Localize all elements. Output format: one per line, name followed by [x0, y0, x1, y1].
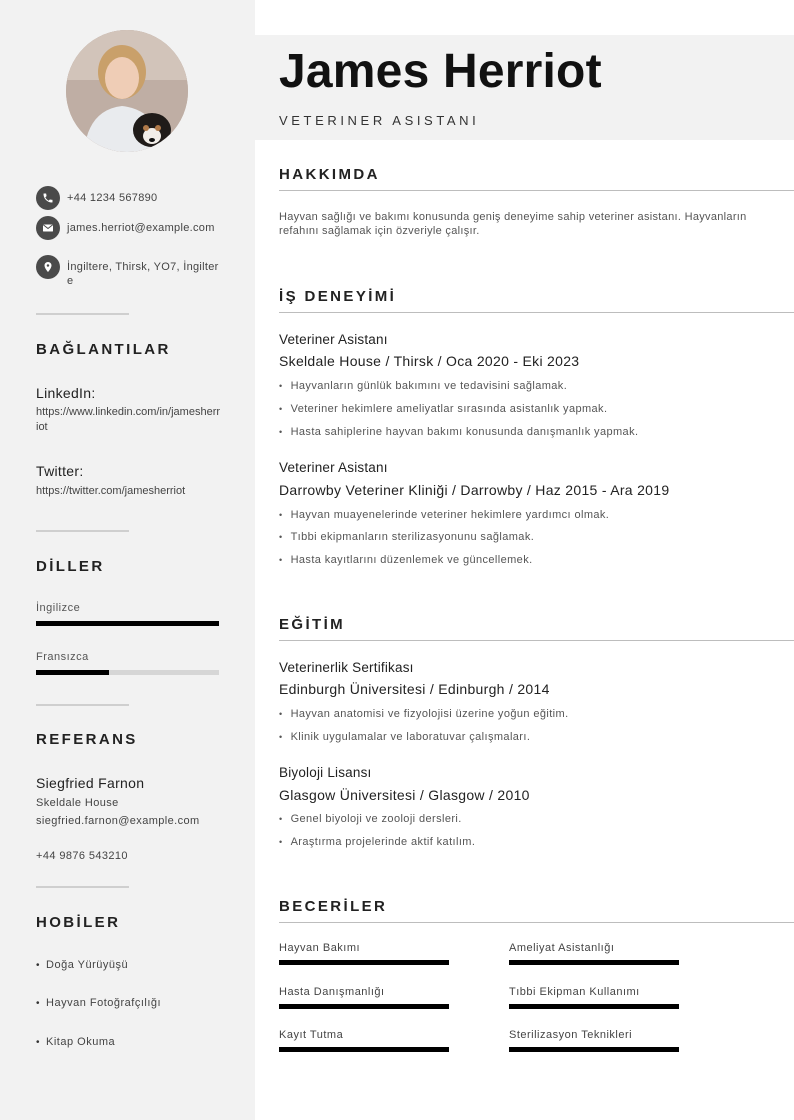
address-text: İngiltere, Thirsk, YO7, İngiltere	[67, 261, 219, 287]
section-rule	[279, 190, 794, 191]
about-title: HAKKIMDA	[279, 166, 380, 183]
hobby-item: • Kitap Okuma	[36, 1036, 116, 1048]
languages-title: DİLLER	[36, 558, 105, 575]
education-bullet: • Klinik uygulamalar ve laboratuvar çalışmaları.	[279, 731, 531, 743]
job-bullet: • Hayvan muayenelerinde veteriner hekimlere yardımcı olmak.	[279, 509, 610, 521]
hobby-item: • Doğa Yürüyüşü	[36, 959, 129, 971]
skill-name: Hayvan Bakımı	[279, 942, 361, 954]
job-bullet: • Tıbbi ekipmanların sterilizasyonunu sağlamak.	[279, 531, 535, 543]
skill-level-bar	[279, 1004, 449, 1009]
sidebar-divider	[36, 530, 129, 532]
education-bullet: • Araştırma projelerinde aktif katılım.	[279, 836, 476, 848]
job-role: Veteriner Asistanı	[279, 332, 388, 347]
job-org: Darrowby Veteriner Kliniği / Darrowby / Haz 2015 - Ara 2019	[279, 482, 670, 498]
skill-name: Tıbbi Ekipman Kullanımı	[509, 986, 640, 998]
main-content	[255, 0, 794, 1120]
language-level-bar	[36, 670, 219, 675]
skill-level-fill	[509, 1047, 679, 1052]
links-title: BAĞLANTILAR	[36, 341, 171, 358]
job-org: Skeldale House / Thirsk / Oca 2020 - Eki 2023	[279, 353, 580, 369]
skill-level-fill	[509, 1004, 679, 1009]
job-bullet: • Hasta kayıtlarını düzenlemek ve güncellemek.	[279, 554, 533, 566]
hobby-item: • Hayvan Fotoğrafçılığı	[36, 997, 162, 1009]
education-org: Edinburgh Üniversitesi / Edinburgh / 2014	[279, 681, 550, 697]
language-name: İngilizce	[36, 602, 81, 614]
education-title: EĞİTİM	[279, 616, 346, 633]
education-bullet: • Genel biyoloji ve zooloji dersleri.	[279, 813, 462, 825]
skill-level-bar	[279, 1047, 449, 1052]
education-degree: Biyoloji Lisansı	[279, 765, 372, 780]
skill-level-fill	[509, 960, 679, 965]
location-pin-icon	[36, 255, 60, 279]
section-rule	[279, 640, 794, 641]
language-level-fill	[36, 621, 219, 626]
education-org: Glasgow Üniversitesi / Glasgow / 2010	[279, 787, 530, 803]
linkedin-label: LinkedIn:	[36, 385, 96, 401]
experience-title: İŞ DENEYİMİ	[279, 288, 397, 305]
language-level-fill	[36, 670, 109, 675]
skill-name: Kayıt Tutma	[279, 1029, 344, 1041]
education-degree: Veterinerlik Sertifikası	[279, 660, 414, 675]
hobbies-title: HOBİLER	[36, 914, 121, 931]
twitter-url[interactable]: https://twitter.com/jamesherriot	[36, 485, 186, 497]
skill-level-bar	[509, 960, 679, 965]
language-level-bar	[36, 621, 219, 626]
profile-photo	[66, 30, 188, 152]
skill-level-fill	[279, 1047, 449, 1052]
skill-level-bar	[279, 960, 449, 965]
phone-text: +44 1234 567890	[67, 192, 158, 204]
skill-level-bar	[509, 1004, 679, 1009]
language-name: Fransızca	[36, 651, 89, 663]
job-bullet: • Veteriner hekimlere ameliyatlar sırasında asistanlık yapmak.	[279, 403, 608, 415]
linkedin-url[interactable]: https://www.linkedin.com/in/jamesherriot	[36, 406, 221, 433]
email-text[interactable]: james.herriot@example.com	[67, 222, 215, 234]
phone-icon	[36, 186, 60, 210]
education-bullet: • Hayvan anatomisi ve fizyolojisi üzerine yoğun eğitim.	[279, 708, 569, 720]
email-icon	[36, 216, 60, 240]
reference-title: REFERANS	[36, 731, 138, 748]
sidebar-divider	[36, 313, 129, 315]
sidebar	[0, 0, 255, 1120]
reference-email[interactable]: siegfried.farnon@example.com	[36, 815, 200, 827]
reference-name: Siegfried Farnon	[36, 775, 145, 791]
skill-level-fill	[279, 1004, 449, 1009]
skill-level-bar	[509, 1047, 679, 1052]
job-title: VETERINER ASISTANI	[279, 113, 480, 128]
contact-phone	[36, 186, 219, 210]
reference-phone: +44 9876 543210	[36, 850, 128, 862]
sidebar-divider	[36, 886, 129, 888]
contact-address	[36, 255, 219, 288]
skill-name: Hasta Danışmanlığı	[279, 986, 385, 998]
skill-name: Sterilizasyon Teknikleri	[509, 1029, 633, 1041]
section-rule	[279, 922, 794, 923]
about-text: Hayvan sağlığı ve bakımı konusunda geniş deneyime sahip veteriner asistanı. Hayvanların refahını sağlamak için özveriyle çalışır.	[279, 211, 747, 237]
job-bullet: • Hayvanların günlük bakımını ve tedavisini sağlamak.	[279, 380, 568, 392]
twitter-label: Twitter:	[36, 463, 84, 479]
sidebar-divider	[36, 704, 129, 706]
job-role: Veteriner Asistanı	[279, 460, 388, 475]
person-name: James Herriot	[279, 45, 602, 98]
skill-level-fill	[279, 960, 449, 965]
skill-name: Ameliyat Asistanlığı	[509, 942, 615, 954]
job-bullet: • Hasta sahiplerine hayvan bakımı konusunda danışmanlık yapmak.	[279, 426, 639, 438]
reference-company: Skeldale House	[36, 797, 119, 809]
contact-email	[36, 216, 219, 240]
skills-title: BECERİLER	[279, 898, 388, 915]
section-rule	[279, 312, 794, 313]
